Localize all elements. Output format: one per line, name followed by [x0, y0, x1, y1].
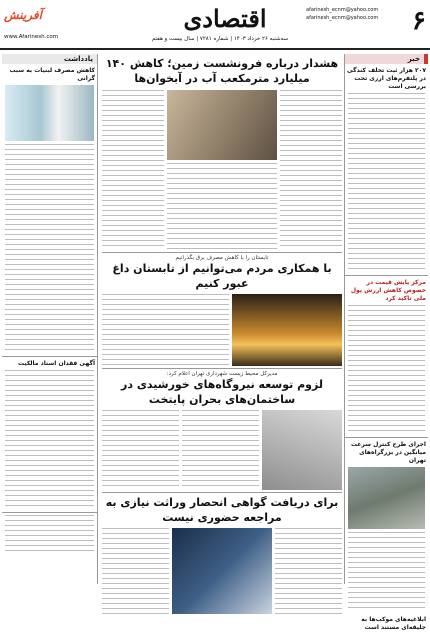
divider: [345, 275, 428, 276]
story-headline: آگهی فقدان اسناد مالکیت: [18, 360, 95, 367]
contact-emails: [306, 6, 396, 22]
divider: [2, 356, 97, 357]
power-lines-photo: [232, 294, 342, 366]
story-body: [348, 93, 425, 273]
story-body: [280, 90, 342, 250]
email-line: afarinesh_ecnm@yahoo.com: [306, 15, 379, 21]
website-url: www.Afarinesh.com: [4, 34, 59, 40]
story-block: [102, 528, 342, 614]
story-body: [5, 370, 94, 510]
story-headline: ابلاغیه‌های موکب‌ها به جلیقه‌ای مستند است: [361, 616, 426, 631]
main-column: [102, 54, 342, 584]
story-body: [348, 532, 425, 612]
divider: [345, 437, 428, 438]
story-headline: لزوم توسعه نیروگاه‌های خورشیدی در ساختمان‌های بحران پایتخت: [121, 378, 323, 406]
story-headline: ۲۰۷ هزار ثبت تخلف کندگی در پلتفرم‌های ارزی تحت بررسی است: [347, 67, 426, 90]
story-body: [167, 163, 277, 250]
photo-column: [167, 90, 277, 250]
story-kicker: مدیرکل محیط زیست شهرداری تهران اعلام کرد:: [166, 371, 278, 377]
page-header: [0, 0, 430, 50]
email-line: afarinesh_ecnm@yahoo.com: [306, 7, 379, 13]
story-block: [102, 90, 342, 250]
page-number: ۶: [412, 6, 426, 36]
story-body: [348, 305, 425, 435]
portrait-photo: [262, 410, 342, 490]
story-headline: اجرای طرح کنترل سرعت میانگین در بزرگراه‌های تهران: [350, 441, 426, 464]
brand-logo: آفرینش: [4, 8, 42, 22]
divider: [102, 252, 342, 253]
divider: [102, 368, 342, 369]
story-headline: با همکاری مردم می‌توانیم از تابستان داغ عبور کنیم: [112, 262, 332, 290]
document-signing-photo: [172, 528, 272, 614]
story-body: [275, 528, 342, 614]
divider: [2, 512, 97, 513]
story-block: [102, 294, 342, 366]
section-tag: یادداشت: [2, 54, 97, 64]
divider: [102, 492, 342, 493]
land-subsidence-photo: [167, 90, 277, 160]
story-headline: برای دریافت گواهی انحصار وراثت نیازی به مراجعه حضوری نیست: [105, 496, 339, 524]
highway-photo: [348, 467, 425, 529]
story-block: [102, 410, 342, 490]
right-column: [344, 54, 428, 631]
story-body: [182, 410, 259, 490]
story-body: [102, 294, 229, 366]
story-body: [102, 90, 164, 250]
story-kicker: تابستان را با کاهش مصرف برق بگذرانیم: [175, 255, 269, 261]
story-body: [102, 410, 179, 490]
story-body: [5, 144, 94, 354]
masthead: اقتصادی: [183, 4, 267, 33]
story-body: [102, 528, 169, 614]
dateline: سه‌شنبه ۲۶ خرداد ۱۴۰۳ | شماره ۷۲۸۱ | سال بیست و هفتم: [151, 36, 289, 42]
section-tag: خبر: [345, 54, 428, 64]
story-headline: مرکز پایش قیمت در خصوص کاهش ارزش پول ملی تاکید کرد: [350, 279, 426, 302]
main-headline: هشدار درباره فرونشست زمین؛ کاهش ۱۴۰ میلیارد مترمکعب آب در آبخوان‌ها: [105, 57, 339, 85]
story-headline: کاهش مصرف لبنیات به سبب گرانی: [9, 67, 95, 82]
dairy-shelf-photo: [5, 85, 94, 141]
notice-body: [5, 515, 94, 555]
left-column: [2, 54, 98, 584]
